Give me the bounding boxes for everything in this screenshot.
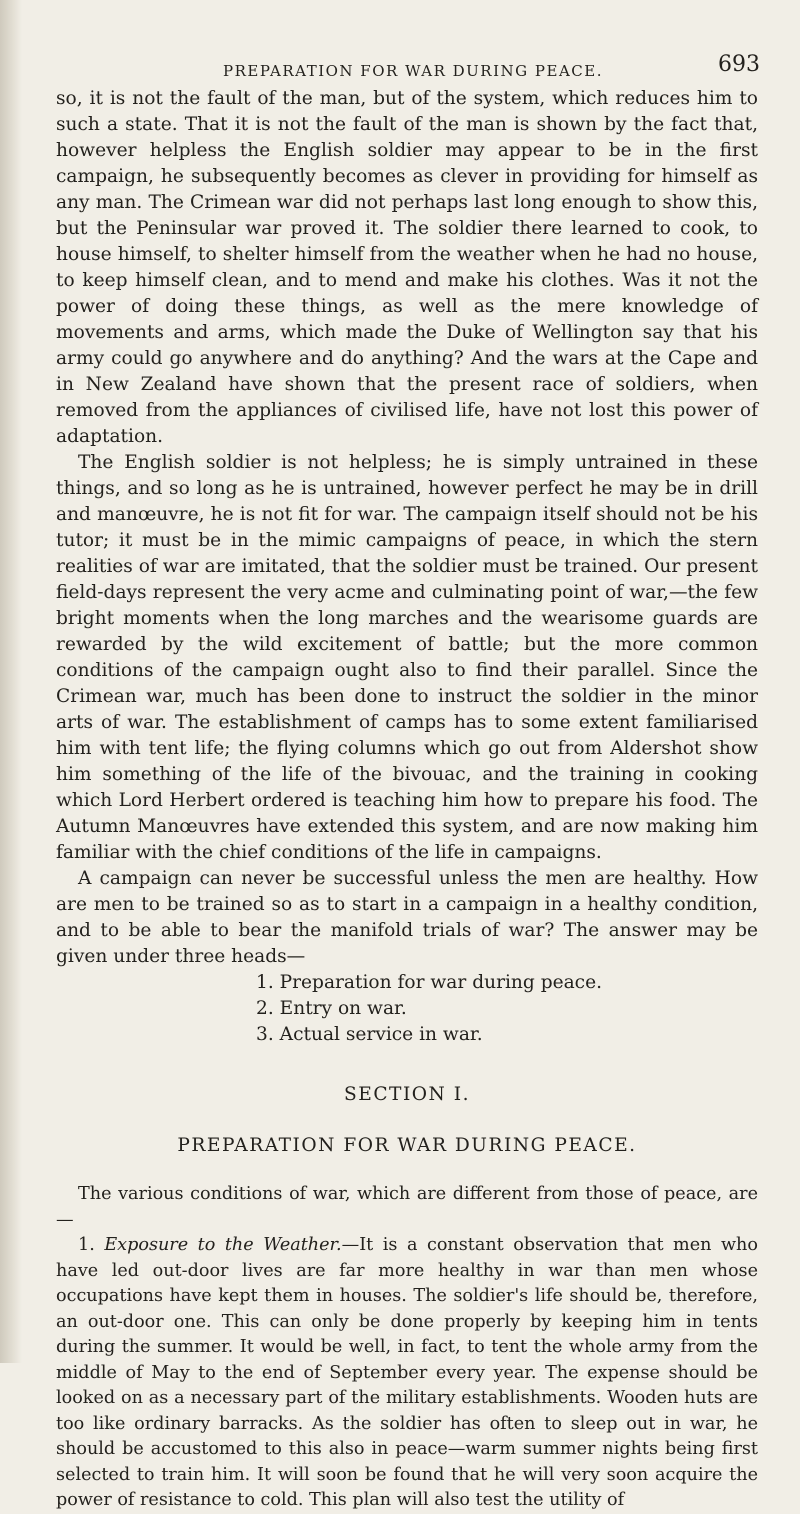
running-header (56, 52, 758, 86)
running-title: PREPARATION FOR WAR DURING PEACE. (223, 62, 603, 80)
section-intro: The various conditions of war, which are different from those of peace, are— (56, 1184, 758, 1230)
section-subtitle: PREPARATION FOR WAR DURING PEACE. (177, 1135, 637, 1156)
paragraph-3: A campaign can never be successful unless the men are healthy. How are men to be trained so as to start in a campaign in a healthy condition, and to be able to bear the manifold trials of war? The answer may be given under three heads— (56, 868, 758, 967)
item-number: 1. (78, 1235, 95, 1255)
page-number: 693 (718, 52, 760, 77)
paragraph-1: so, it is not the fault of the man, but of the system, which reduces him to such a state. That it is not the fault of the man is shown by the fact that, however helpless the English soldier may appear to be in the first campaign, he subsequently becomes as clever in providing for himself as any man. The Crimean war did not perhaps last long enough to show this, but the Peninsular war proved it. The soldier there learned to cook, to house himself, to shelter himself from the weather when he had no house, to keep himself clean, and to mend and make his clothes. Was it not the power of doing these things, as well as the mere knowledge of movements and arms, which made the Duke of Wellington say that his army could go anywhere and do anything? And the wars at the Cape and in New Zealand have shown that the present race of soldiers, when removed from the appliances of civilised life, have not lost this power of adaptation. (56, 88, 758, 447)
heads-list (56, 970, 758, 1048)
section-body (56, 1182, 758, 1514)
list-item: 2. Entry on war. (256, 998, 407, 1019)
item-text: —It is a constant observation that men who have led out-door lives are far more healthy in war than men whose occupations have kept them in houses. The soldier's life should be, therefore, an out-door one. This can only be done properly by keeping him in tents during the summer. It would be well, in fact, to tent the whole army from the middle of May to the end of September every year. The expense should be looked on as a necessary part of the military establishments. Wooden huts are too like ordinary barracks. As the soldier has often to sleep out in war, he should be accustomed to this also in peace—warm summer nights being first selected to train him. It will soon be found that he will very soon acquire the power of resistance to cold. This plan will also test the utility of (56, 1235, 758, 1510)
body-text (56, 86, 758, 970)
page-gutter-shadow (0, 0, 22, 1363)
paragraph-2: The English soldier is not helpless; he is simply untrained in these things, and so long as he is untrained, however perfect he may be in drill and manœuvre, he is not fit for war. The campaign itself should not be his tutor; it must be in the mimic campaigns of peace, in which the stern realities of war are imitated, that the soldier must be trained. Our present field-days represent the very acme and culminating point of war,—the few bright moments when the long marches and the wearisome guards are rewarded by the wild excitement of battle; but the more common conditions of the campaign ought also to find their parallel. Since the Crimean war, much has been done to instruct the soldier in the minor arts of war. The establishment of camps has to some extent familiarised him with tent life; the flying columns which go out from Aldershot show him something of the life of the bivouac, and the training in cooking which Lord Herbert ordered is teaching him how to prepare his food. The Autumn Manœuvres have extended this system, and are now making him familiar with the chief conditions of the life in campaigns. (56, 452, 758, 863)
exposure-paragraph (56, 1233, 758, 1514)
book-page (56, 52, 758, 1514)
list-item: 3. Actual service in war. (256, 1024, 483, 1045)
section-title: SECTION I. (344, 1084, 470, 1105)
list-item: 1. Preparation for war during peace. (256, 972, 603, 993)
item-heading: Exposure to the Weather. (104, 1235, 342, 1255)
